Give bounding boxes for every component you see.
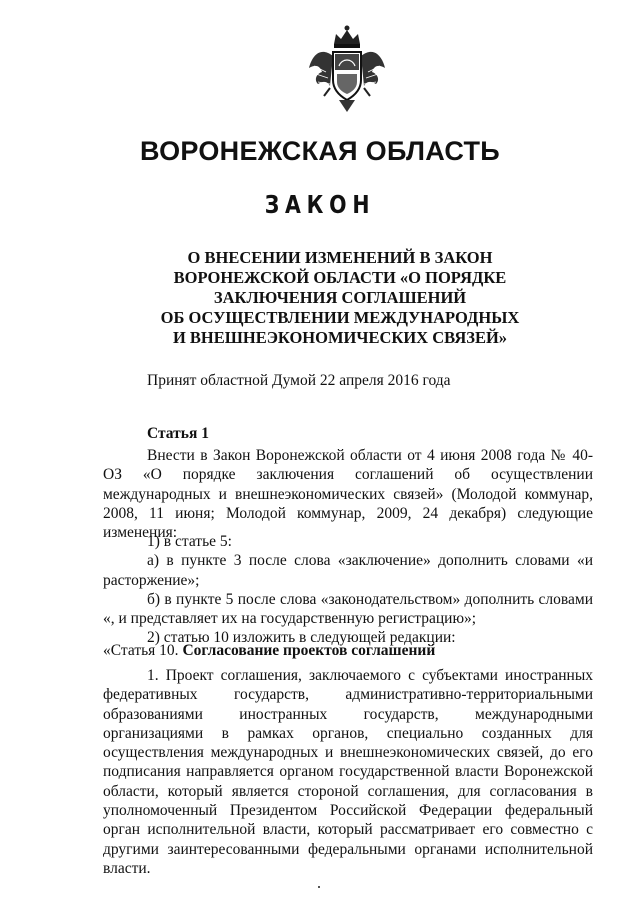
law-title-line: И ВНЕШНЕЭКОНОМИЧЕСКИХ СВЯЗЕЙ» — [172, 328, 508, 347]
article-1-intro-text: Внести в Закон Воронежской области от 4 июня 2008 года № 40-ОЗ «О порядке заключения соглашений об осуществлении международных и внешнеэкономических связей» (Молодой коммунар, 2008, 11 июня; Молодой коммунар, 2009, 24 декабря) следующие изменения: — [103, 447, 593, 542]
list-item: 2) статью 10 изложить в следующей редакции: — [147, 629, 456, 647]
law-title-line: ВОРОНЕЖСКОЙ ОБЛАСТИ «О ПОРЯДКЕ — [173, 268, 507, 287]
law-title-line: ОБ ОСУЩЕСТВЛЕНИИ МЕЖДУНАРОДНЫХ — [160, 308, 520, 327]
region-heading: ВОРОНЕЖСКАЯ ОБЛАСТЬ — [139, 136, 501, 166]
coat-of-arms-icon — [306, 22, 388, 118]
law-title-line: ЗАКЛЮЧЕНИЯ СОГЛАШЕНИЙ — [213, 288, 467, 307]
list-item: а) в пункте 3 после слова «заключение» дополнить словами «и расторжение»; — [103, 552, 593, 589]
article-10-prefix: «Статья 10. — [103, 642, 183, 659]
adoption-date-text: Принят областной Думой 22 апреля 2016 года — [147, 372, 451, 389]
amendments-list — [103, 532, 593, 648]
law-title-line: О ВНЕСЕНИИ ИЗМЕНЕНИЙ В ЗАКОН — [187, 248, 493, 267]
article-10-heading — [103, 641, 593, 660]
law-title — [120, 248, 560, 348]
document-type-heading: ЗАКОН — [264, 190, 376, 219]
scan-speck — [318, 886, 320, 888]
article-10-section-1 — [103, 666, 593, 878]
article-1-intro — [103, 446, 593, 542]
article-1-heading: Статья 1 — [147, 425, 209, 442]
list-item: б) в пункте 5 после слова «законодательством» дополнить словами «, и представляет их на государственную регистрацию»; — [103, 590, 593, 628]
section-1-text: 1. Проект соглашения, заключаемого с субъектами иностранных федеративных государств, административно-территориальными образованиями иностранных государств, международными организациями в рамках органов, специально созданных для осуществления международных и внешнеэкономических связей, до его подписания направляется органом государственной власти Воронежской области, который является стороной соглашения, для согласования в уполномоченный Президентом Российской Федерации федеральный орган исполнительной власти, который рассматривает его совместно с другими заинтересованными федеральными органами исполнительной власти. — [103, 667, 593, 877]
article-10-title: Согласование проектов соглашений — [182, 642, 436, 659]
list-item: 1) в статье 5: — [147, 533, 232, 550]
